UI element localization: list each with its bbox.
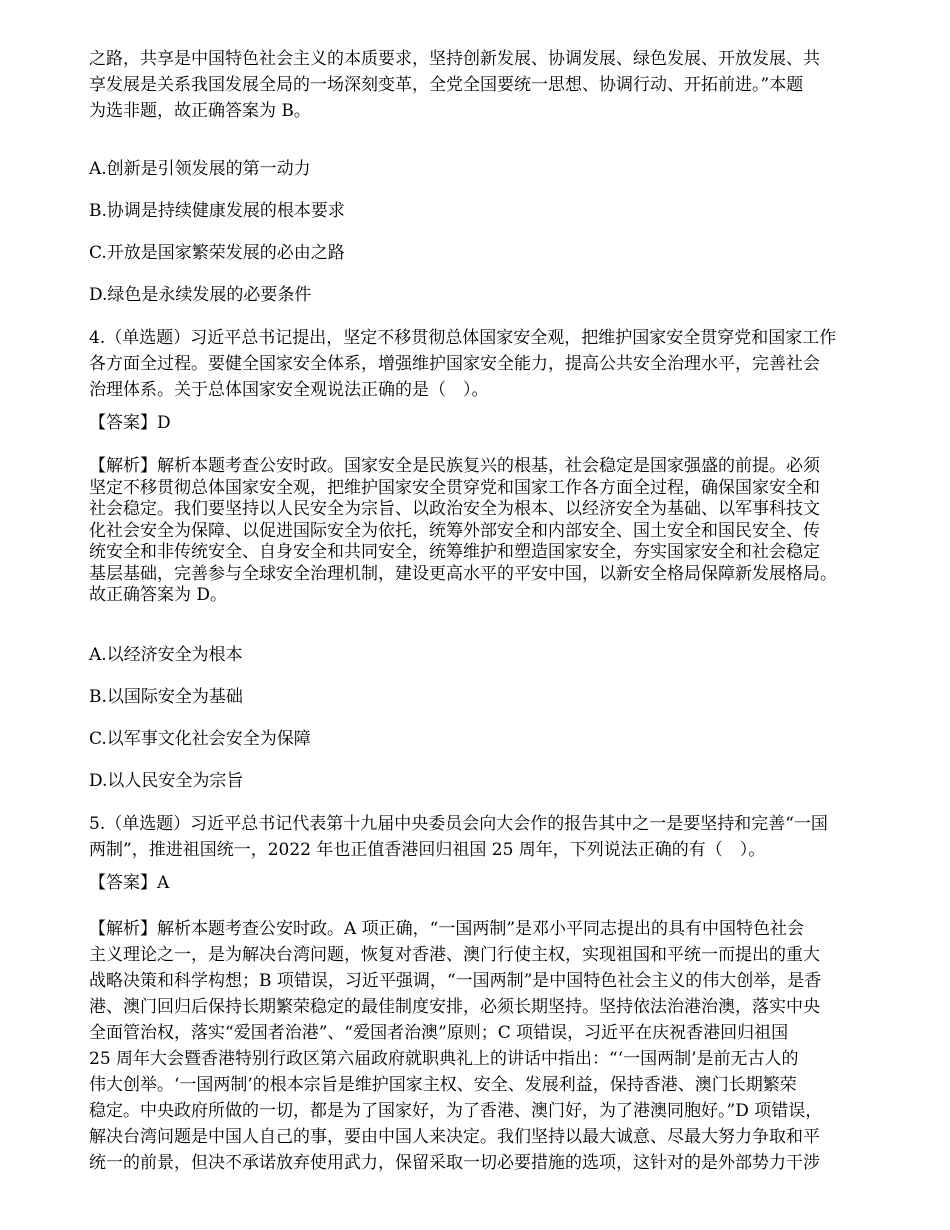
text-line: 伟大创举。‘一国两制’的根本宗旨是维护国家主权、安全、发展利益，保持香港、澳门长期繁荣 [89,1075,797,1095]
text-line: 稳定。中央政府所做的一切，都是为了国家好，为了香港、澳门好，为了港澳同胞好。”D 项错误， [89,1101,823,1121]
q4-option-c: C.以军事文化社会安全为保障 [89,729,311,749]
text-line: 之路，共享是中国特色社会主义的本质要求，坚持创新发展、协调发展、绿色发展、开放发展、共 [89,49,820,69]
q3-option-d: D.绿色是永续发展的必要条件 [89,285,312,305]
text-line: 各方面全过程。要健全国家安全体系，增强维护国家安全能力，提高公共安全治理水平，完善社会 [89,354,820,374]
text-line: 治理体系。关于总体国家安全观说法正确的是（ ）。 [89,380,489,400]
q4-option-b: B.以国际安全为基础 [89,687,243,707]
text-line: 化社会安全为保障、以促进国际安全为依托，统筹外部安全和内部安全、国土安全和国民安全、传 [89,520,820,541]
q5-answer: 【答案】A [89,873,170,893]
text-line: 基层基础，完善参与全球安全治理机制，建设更高水平的平安中国，以新安全格局保障新发展格局。 [89,563,837,584]
text-line: 全面管治权，落实“爱国者治港”、“爱国者治澳”原则；C 项错误，习近平在庆祝香港回归祖国 [89,1023,789,1043]
text-line: 港、澳门回归后保持长期繁荣稳定的最佳制度安排，必须长期坚持。坚持依法治港治澳，落实中央 [89,997,820,1017]
q3-explanation-tail [89,46,909,124]
q5-analysis [89,916,909,1176]
q3-option-c: C.开放是国家繁荣发展的必由之路 [89,243,345,263]
text-line: 社会稳定。我们要坚持以人民安全为宗旨、以政治安全为根本、以经济安全为基础、以军事科技文 [89,499,820,519]
text-line: 5.（单选题）习近平总书记代表第十九届中央委员会向大会作的报告其中之一是要坚持和完善“一国 [89,814,828,834]
text-line: 【解析】解析本题考查公安时政。A 项正确，“一国两制”是邓小平同志提出的具有中国特色社会 [89,919,805,939]
text-line: 坚定不移贯彻总体国家安全观，把维护国家安全贯穿党和国家工作各方面全过程，确保国家安全和 [89,477,820,498]
text-line: 25 周年大会暨香港特别行政区第六届政府就职典礼上的讲话中指出：“‘一国两制’是前无古人的 [89,1049,799,1069]
q4-option-d: D.以人民安全为宗旨 [89,771,244,791]
text-line: 主义理论之一，是为解决台湾问题，恢复对香港、澳门行使主权，实现祖国和平统一而提出的重大 [89,945,820,965]
q3-option-b: B.协调是持续健康发展的根本要求 [89,201,345,221]
q4-analysis [89,456,909,607]
text-line: 统安全和非传统安全、自身安全和共同安全，统筹维护和塑造国家安全，夯实国家安全和社会稳定 [89,542,820,562]
text-line: 4.（单选题）习近平总书记提出，坚定不移贯彻总体国家安全观，把维护国家安全贯穿党和国家工作 [89,328,837,348]
text-line: 战略决策和科学构想；B 项错误，习近平强调，“一国两制”是中国特色社会主义的伟大创举，是香 [89,971,822,991]
text-line: 为选非题，故正确答案为 B。 [89,101,311,121]
q3-option-a: A.创新是引领发展的第一动力 [89,159,311,179]
q4-question [89,325,909,403]
q5-question [89,811,909,863]
text-line: 统一的前景，但决不承诺放弃使用武力，保留采取一切必要措施的选项，这针对的是外部势力干涉 [89,1153,820,1173]
text-line: 故正确答案为 D。 [89,585,228,605]
q4-answer: 【答案】D [89,413,171,433]
text-line: 两制”，推进祖国统一，2022 年也正值香港回归祖国 25 周年，下列说法正确的有（ ）。 [89,840,766,860]
text-line: 享发展是关系我国发展全局的一场深刻变革，全党全国要统一思想、协调行动、开拓前进。”本题 [89,75,804,95]
text-line: 解决台湾问题是中国人自己的事，要由中国人来决定。我们坚持以最大诚意、尽最大努力争取和平 [89,1127,820,1147]
q4-option-a: A.以经济安全为根本 [89,645,243,665]
text-line: 【解析】解析本题考查公安时政。国家安全是民族复兴的根基，社会稳定是国家强盛的前提。必须 [89,456,820,476]
